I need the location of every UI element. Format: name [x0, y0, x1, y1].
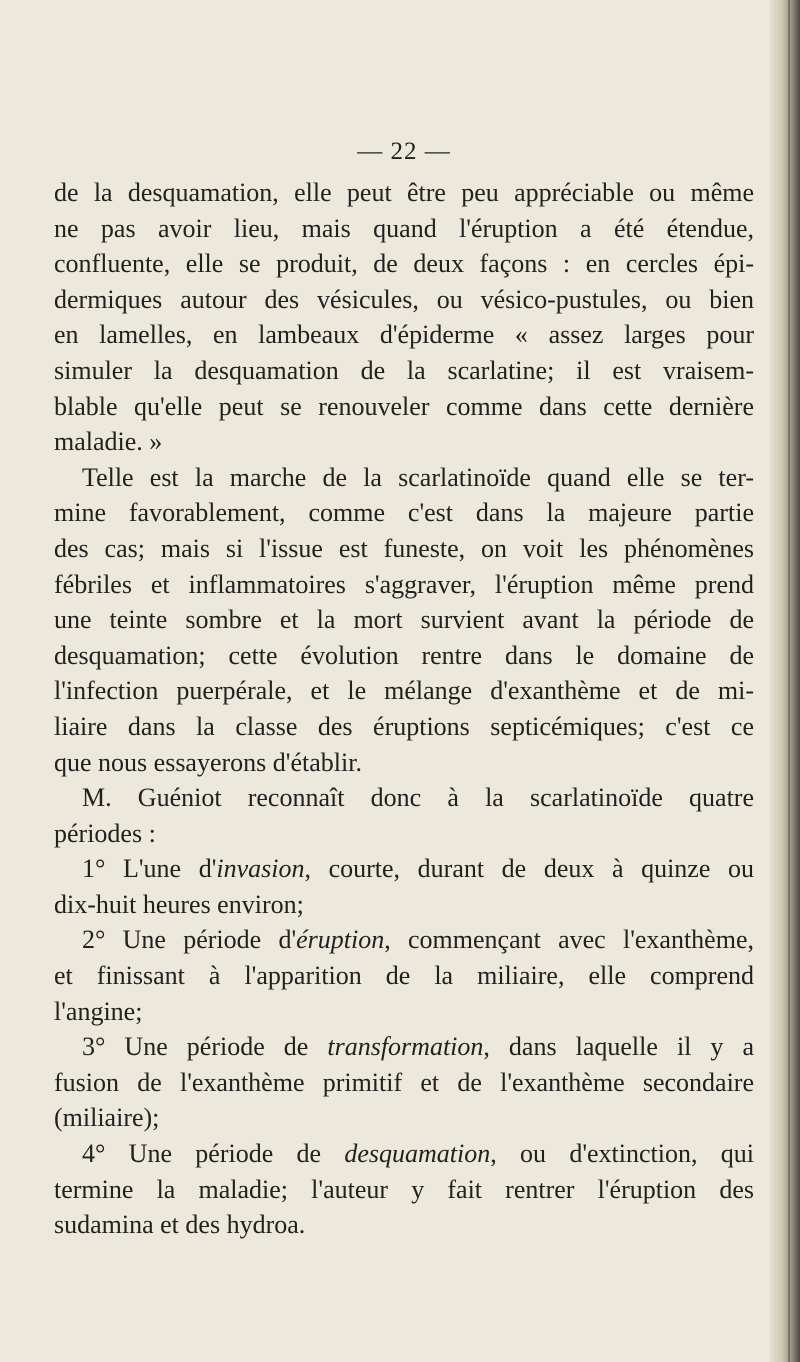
- text-line: sudamina et des hydroa.: [54, 1210, 306, 1240]
- text-line: mine favorablement, comme c'est dans la majeure partie: [54, 498, 754, 528]
- text-line: l'infection puerpérale, et le mélange d'exanthème et de mi-: [54, 676, 754, 706]
- text-line: 3° Une période de transformation, dans laquelle il y a: [82, 1032, 755, 1062]
- text-line: que nous essayerons d'établir.: [54, 747, 362, 777]
- text-line: dermiques autour des vésicules, ou vésico-pustules, ou bien: [54, 284, 754, 314]
- text-line: en lamelles, en lambeaux d'épiderme « assez larges pour: [54, 320, 754, 350]
- page-number: — 22 —: [357, 138, 451, 165]
- page-edge-line: [788, 0, 790, 1362]
- text-line: et finissant à l'apparition de la miliaire, elle comprend: [54, 961, 754, 991]
- italic-term: desquamation: [344, 1139, 491, 1169]
- text-line: l'angine;: [54, 996, 143, 1026]
- italic-term: éruption: [296, 925, 385, 955]
- text-line: dix-huit heures environ;: [54, 889, 304, 919]
- text-line: fébriles et inflammatoires s'aggraver, l'éruption même prend: [54, 569, 754, 599]
- text-line: de la desquamation, elle peut être peu appréciable ou même: [54, 178, 754, 207]
- page-edge-shadow: [770, 0, 800, 1362]
- text-line: termine la maladie; l'auteur y fait rentrer l'éruption des: [54, 1174, 754, 1204]
- italic-term: invasion: [216, 854, 305, 884]
- text-line: desquamation; cette évolution rentre dans le domaine de: [54, 640, 754, 670]
- text-line: 4° Une période de desquamation, ou d'extinction, qui: [82, 1139, 754, 1169]
- text-line: confluente, elle se produit, de deux façons : en cercles épi-: [54, 249, 754, 279]
- text-line: (miliaire);: [54, 1103, 160, 1133]
- text-line: M. Guéniot reconnaît donc à la scarlatinoïde quatre: [82, 783, 754, 813]
- text-line: ne pas avoir lieu, mais quand l'éruption a été étendue,: [54, 213, 754, 243]
- text-line: 1° L'une d'invasion, courte, durant de deux à quinze ou: [82, 854, 754, 884]
- text-line: blable qu'elle peut se renouveler comme dans cette dernière: [54, 391, 754, 421]
- text-line: maladie. »: [54, 427, 163, 457]
- italic-term: transformation: [327, 1032, 484, 1062]
- text-line: Telle est la marche de la scarlatinoïde quand elle se ter-: [82, 462, 754, 492]
- text-line: fusion de l'exanthème primitif et de l'exanthème secondaire: [54, 1067, 754, 1097]
- text-line: des cas; mais si l'issue est funeste, on voit les phénomènes: [54, 533, 754, 563]
- text-line: périodes :: [54, 818, 156, 848]
- text-line: liaire dans la classe des éruptions septicémiques; c'est ce: [54, 711, 754, 741]
- text-line: une teinte sombre et la mort survient avant la période de: [54, 605, 754, 635]
- body-text: [54, 175, 754, 1243]
- text-line: simuler la desquamation de la scarlatine; il est vraisem-: [54, 355, 754, 385]
- text-line: 2° Une période d'éruption, commençant avec l'exanthème,: [82, 925, 754, 955]
